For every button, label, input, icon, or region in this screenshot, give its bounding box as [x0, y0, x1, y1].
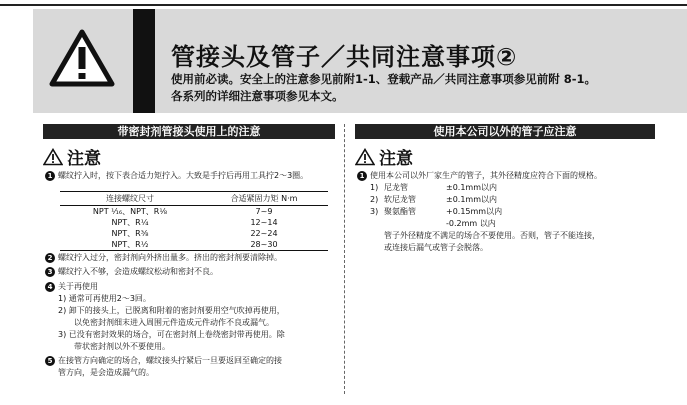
table-cell: NPT、R¹⁄₂ — [60, 239, 200, 251]
right-note-line-2: 或连接后漏气或管子会脱落。 — [384, 243, 488, 252]
table-row — [60, 217, 328, 228]
table-row — [60, 239, 328, 251]
left-item-2 — [45, 252, 340, 264]
spec-name: 聚氨酯管 — [384, 207, 416, 216]
table-header-cell: 连接螺纹尺寸 — [60, 192, 200, 206]
number-1-icon: 1 — [45, 171, 55, 181]
caution-icon — [43, 148, 63, 166]
number-5-icon: 5 — [45, 356, 55, 366]
spec-value: +0.15mm以内 — [446, 207, 503, 216]
spec-index: 3) — [370, 207, 379, 216]
left-item-5-line-2: 管方向，是会造成漏气的。 — [58, 368, 154, 377]
torque-table — [60, 191, 328, 251]
caution-label: 注意 — [379, 149, 413, 169]
spec-index: 2) — [370, 195, 379, 204]
caution-icon — [355, 148, 375, 166]
left-item-5 — [45, 355, 340, 379]
spec-value-extra: -0.2mm 以内 — [446, 219, 496, 228]
table-cell: NPT、R³⁄₈ — [111, 229, 149, 238]
header-black-bar — [133, 9, 155, 113]
left-item-4-sub-3b: 带状密封剂以外不要使用。 — [74, 342, 170, 351]
left-item-4-sub-2b: 以免密封剂细末进入周围元件造成元件动作不良或漏气。 — [74, 318, 274, 327]
spec-row — [370, 182, 650, 194]
spec-name: 尼龙管 — [384, 183, 408, 192]
spec-value: ±0.1mm以内 — [446, 183, 498, 192]
right-note-line-1: 管子外径精度不满足的场合不要使用。否则，管子不能连接， — [384, 231, 600, 240]
left-item-1-text: 螺纹拧入时，按下表合适力矩拧入。大致是手拧后再用工具拧2～3圈。 — [58, 171, 309, 180]
lead-line-1: 使用前必读。安全上的注意参见前附1-1、登载产品／共同注意事项参见前附 8-1。 — [171, 72, 597, 86]
left-item-4-sub-2a: 2) 卸下的接头上，已脱离和附着的密封剂要用空气吹掉再使用， — [58, 306, 285, 315]
table-header-row — [60, 192, 328, 206]
spec-row — [370, 206, 650, 218]
right-caution-heading — [355, 144, 413, 169]
right-section-title: 使用本公司以外的管子应注意 — [355, 124, 655, 139]
table-cell: 22~24 — [250, 229, 278, 238]
spec-index: 1) — [370, 183, 379, 192]
table-row — [60, 228, 328, 239]
table-row — [60, 206, 328, 218]
left-caution-heading — [43, 144, 101, 169]
left-item-4-sub-1: 1) 通常可再使用2～3回。 — [58, 294, 151, 303]
spec-value: ±0.1mm以内 — [446, 195, 498, 204]
right-item-1-text: 使用本公司以外厂家生产的管子，其外径精度应符合下面的规格。 — [370, 171, 602, 180]
number-4-icon: 4 — [45, 282, 55, 292]
left-item-2-text: 螺纹拧入过分，密封剂向外挤出量多。挤出的密封剂要清除掉。 — [58, 253, 282, 262]
page-title: 管接头及管子／共同注意事项② — [171, 43, 518, 71]
right-spec-list — [370, 182, 650, 254]
number-2-icon: 2 — [45, 253, 55, 263]
left-item-4 — [45, 281, 340, 353]
left-item-4-title: 关于再使用 — [58, 282, 98, 291]
column-divider — [344, 124, 345, 394]
spec-row — [370, 218, 650, 230]
caution-label: 注意 — [67, 149, 101, 169]
spec-name: 软尼龙管 — [384, 195, 416, 204]
table-cell: 12~14 — [250, 218, 278, 227]
table-cell: NPT、R¹⁄₄ — [111, 218, 149, 227]
left-item-3-text: 螺纹拧入不够，会造成螺纹松动和密封不良。 — [58, 267, 218, 276]
table-cell: 7~9 — [255, 207, 273, 216]
number-1-icon: 1 — [357, 171, 367, 181]
left-section-title: 带密封剂管接头使用上的注意 — [43, 124, 335, 139]
header-lead-text — [171, 71, 681, 105]
left-item-5-line-1: 在接管方向确定的场合，螺纹接头拧紧后一旦要返回至确定的接 — [58, 356, 282, 365]
table-header-cell: 合适紧固力矩 N·m — [200, 192, 328, 206]
left-item-1 — [45, 170, 340, 182]
lead-line-2: 各系列的详细注意事项参见本文。 — [171, 89, 344, 103]
right-item-1 — [357, 170, 657, 182]
top-rule — [0, 4, 687, 6]
number-3-icon: 3 — [45, 267, 55, 277]
header-banner — [33, 9, 687, 113]
left-item-4-sub-3a: 3) 已没有密封效果的场合，可在密封剂上卷绕密封带再使用。除 — [58, 330, 285, 339]
warning-triangle-icon — [49, 29, 115, 87]
left-item-3 — [45, 266, 340, 278]
table-cell: 28~30 — [200, 239, 328, 251]
table-cell: NPT ¹⁄₁₆、NPT、R¹⁄₈ — [92, 207, 168, 216]
spec-row — [370, 194, 650, 206]
